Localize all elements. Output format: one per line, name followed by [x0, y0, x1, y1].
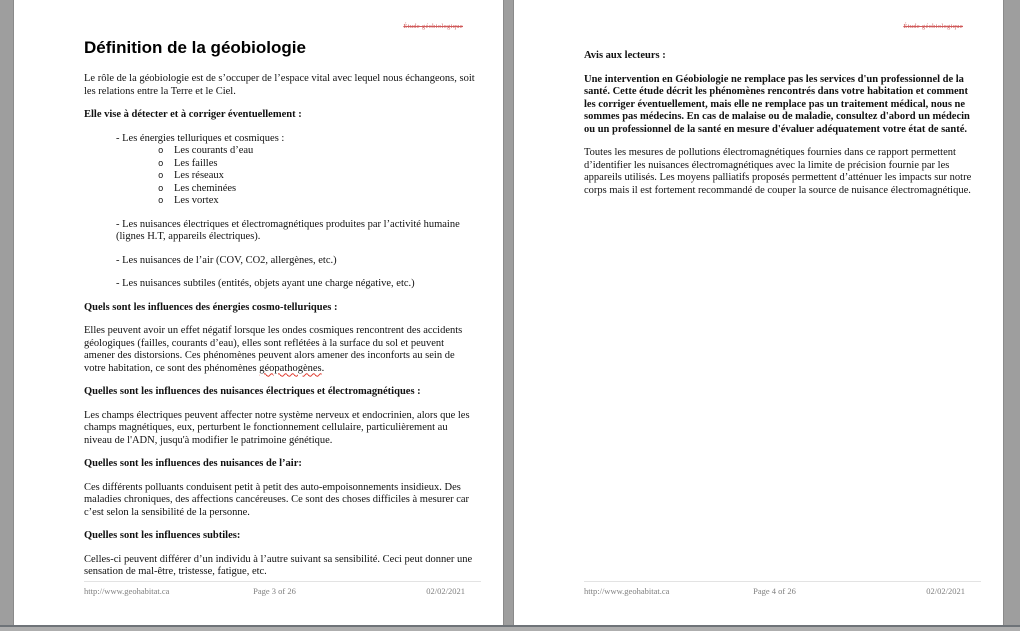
- list-item-nuisances-air: - Les nuisances de l’air (COV, CO2, allergènes, etc.): [116, 254, 337, 266]
- paragraph-nuisances-air: Ces différents polluants conduisent petit à petit des auto-empoisonnements insidieux. Des maladies chroniques, des affections cancéreuses. Ce sont des choses difficiles à mesurer car c’est selon la sensibilité de la personne.: [84, 481, 470, 518]
- list-item: [158, 195, 476, 208]
- page-header-label: Étude géobiologique: [403, 23, 463, 30]
- heading-influences-subtiles: Quelles sont les influences subtiles:: [84, 530, 241, 541]
- circle-bullet-glyph: o: [158, 158, 164, 169]
- document-page-3[interactable]: [13, 0, 504, 626]
- page-title: Définition de la géobiologie: [84, 38, 306, 57]
- footer-date: 02/02/2021: [926, 586, 965, 596]
- list-item: [158, 183, 476, 196]
- paragraph-cosmo-telluriques: [84, 325, 476, 375]
- footer-url: http://www.geohabitat.ca: [584, 586, 670, 596]
- page-3-content: [84, 0, 476, 590]
- circle-bullet-glyph: o: [158, 171, 164, 181]
- circle-bullet-glyph: o: [158, 196, 164, 206]
- list-item-label: Les failles: [174, 157, 218, 169]
- page-footer: [584, 581, 981, 596]
- footer-page-label: Page 4 of 26: [753, 586, 796, 596]
- paragraph-intro: Le rôle de la géobiologie est de s’occuper de l’espace vital avec lequel nous échangeons, soit les relations entre la Terre et le Ciel.: [84, 73, 475, 97]
- page-footer: [84, 581, 481, 596]
- paragraph-influences-subtiles: Celles-ci peuvent différer d’un individu à l’autre suivant sa sensibilité. Ceci peut donner une sensation de mal-être, tristesse, fatigue, etc.: [84, 553, 473, 577]
- page-header-label: Étude géobiologique: [903, 23, 963, 30]
- footer-url: http://www.geohabitat.ca: [84, 586, 170, 596]
- circle-bullet-glyph: o: [158, 183, 164, 194]
- circle-bullet-glyph: o: [158, 146, 164, 156]
- list-item-energies: - Les énergies telluriques et cosmiques :: [116, 132, 285, 144]
- heading-detect-correct: Elle vise à détecter et à corriger éventuellement :: [84, 109, 302, 120]
- heading-nuisances-air: Quelles sont les influences des nuisances de l’air:: [84, 458, 302, 469]
- list-item-label: Les vortex: [174, 195, 219, 206]
- paragraph-avis-notice: Une intervention en Géobiologie ne remplace pas les services d'un professionnel de la santé. Cette étude décrit les phénomènes rencontrés dans votre habitation et comment les corriger éventuellement, mais elle ne remplace pas un traitement médical, nous ne sommes pas médecins. En cas de malaise ou de maladie, consultez d'abord un médecin ou un professionnel de la santé en mesure d'évaluer adéquatement votre état de santé.: [584, 73, 970, 135]
- list-item-label: Les réseaux: [174, 170, 224, 181]
- list-item-label: Les courants d’eau: [174, 145, 254, 156]
- list-item-nuisances-subtiles: - Les nuisances subtiles (entités, objets ayant une charge négative, etc.): [116, 278, 415, 289]
- list-item-label: Les cheminées: [174, 182, 237, 194]
- heading-nuisances-electriques: Quelles sont les influences des nuisances électriques et électromagnétiques :: [84, 386, 421, 397]
- footer-date: 02/02/2021: [426, 586, 465, 596]
- list-item: [158, 158, 476, 171]
- paragraph-text: .: [321, 362, 325, 374]
- viewport-bottom-edge: [0, 625, 1020, 631]
- list-item-nuisances-electriques: - Les nuisances électriques et électromagnétiques produites par l’activité humaine (lignes H.T, appareils électriques).: [116, 218, 460, 242]
- document-page-4[interactable]: [513, 0, 1004, 626]
- footer-page-label: Page 3 of 26: [253, 586, 296, 596]
- list-item: [158, 145, 476, 158]
- paragraph-text: Elles peuvent avoir un effet négatif lorsque les ondes cosmiques rencontrent des accidents géologiques (failles, courants d’eau), elles sont reflétées à la surface du sol et peuvent amener des distorsions. Ces phénomènes peuvent alors amener des inconforts au sein de votre habitation, ce sont des phénomènes: [84, 325, 463, 374]
- heading-avis-lecteurs: Avis aux lecteurs :: [584, 50, 666, 61]
- page-4-content: [584, 0, 976, 208]
- bullet-list-energies: [158, 145, 476, 208]
- list-item: [158, 170, 476, 183]
- paragraph-mesures-pollutions: Toutes les mesures de pollutions électromagnétiques fournies dans ce rapport permettent d’identifier les nuisances électromagnétiques avec la limite de précision fournie par les appareils utilisés. Les moyens palliatifs proposés permettent d’atténuer les impacts sur notre corps mais il est fortement recommandé de couper la source de nuisance électromagnétique.: [584, 147, 972, 196]
- misspelled-word: géopathogènes: [259, 362, 322, 374]
- heading-cosmo-telluriques: Quels sont les influences des énergies cosmo-telluriques :: [84, 301, 338, 313]
- paragraph-nuisances-electriques: Les champs électriques peuvent affecter notre système nerveux et endocrinien, alors que les champs magnétiques, eux, perturbent le fonctionnement cellulaire, particulièrement au niveau de l'ADN, jusqu'à modifier le patrimoine génétique.: [84, 409, 470, 446]
